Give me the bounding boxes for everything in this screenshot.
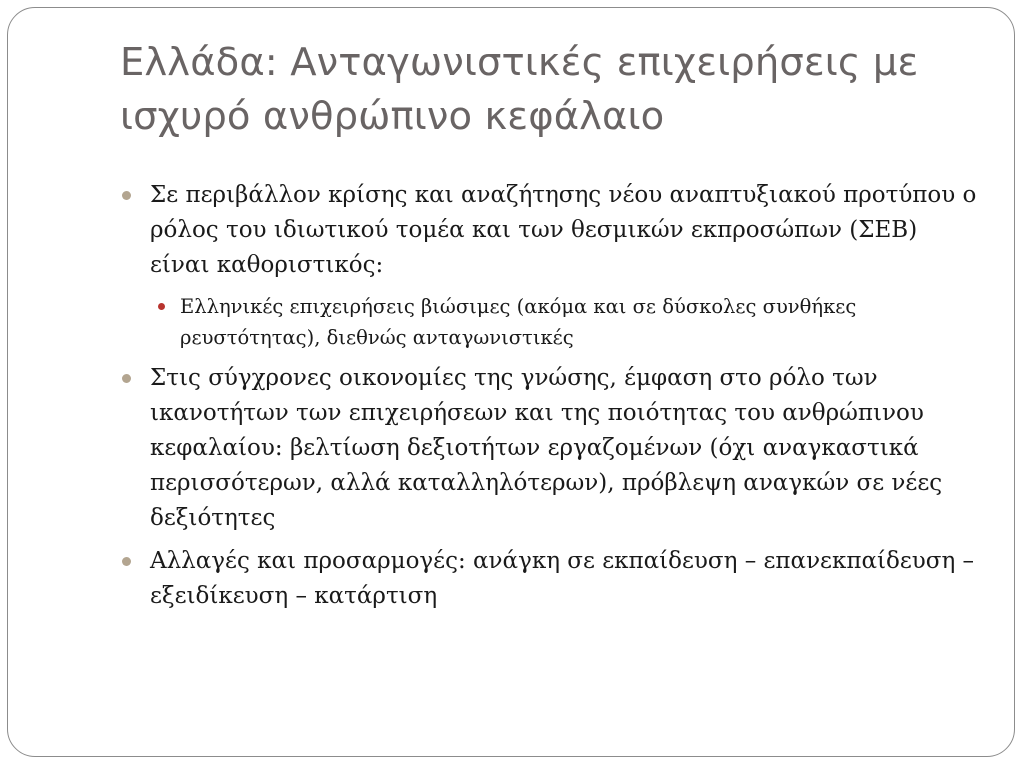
bullet-item: [120, 361, 980, 536]
sub-bullet-item: [120, 291, 980, 353]
bullet-item: [120, 178, 980, 283]
sub-bullet-dot-icon: [158, 303, 165, 310]
sub-bullet-text: Ελληνικές επιχειρήσεις βιώσιμες (ακόμα και σε δύσκολες συνθήκες ρευστότητας), διεθνώς ανταγωνιστικές: [180, 295, 857, 349]
slide-frame: [7, 7, 1015, 757]
bullet-item: [120, 544, 980, 614]
slide-title: Ελλάδα: Ανταγωνιστικές επιχειρήσεις με ισχυρό ανθρώπινο κεφάλαιο: [120, 40, 919, 139]
bullet-dot-icon: [122, 557, 131, 566]
bullet-text: Στις σύγχρονες οικονομίες της γνώσης, έμφαση στο ρόλο των ικανοτήτων των επιχειρήσεων και της ποιότητας του ανθρώπινου κεφαλαίου: βελτίωση δεξιοτήτων εργαζομένων (όχι αναγκαστικά περισσότερων, αλλά καταλληλότερων), πρόβλεψη αναγκών σε νέες δεξιότητες: [150, 365, 943, 531]
bullet-text: Σε περιβάλλον κρίσης και αναζήτησης νέου αναπτυξιακού προτύπου ο ρόλος του ιδιωτικού τομέα και των θεσμικών εκπροσώπων (ΣΕΒ) είναι καθοριστικός:: [150, 182, 977, 278]
bullet-dot-icon: [122, 374, 131, 383]
slide-content: [120, 178, 980, 622]
bullet-dot-icon: [122, 191, 131, 200]
bullet-text: Αλλαγές και προσαρμογές: ανάγκη σε εκπαίδευση – επανεκπαίδευση – εξειδίκευση – κατάρτιση: [150, 548, 975, 609]
